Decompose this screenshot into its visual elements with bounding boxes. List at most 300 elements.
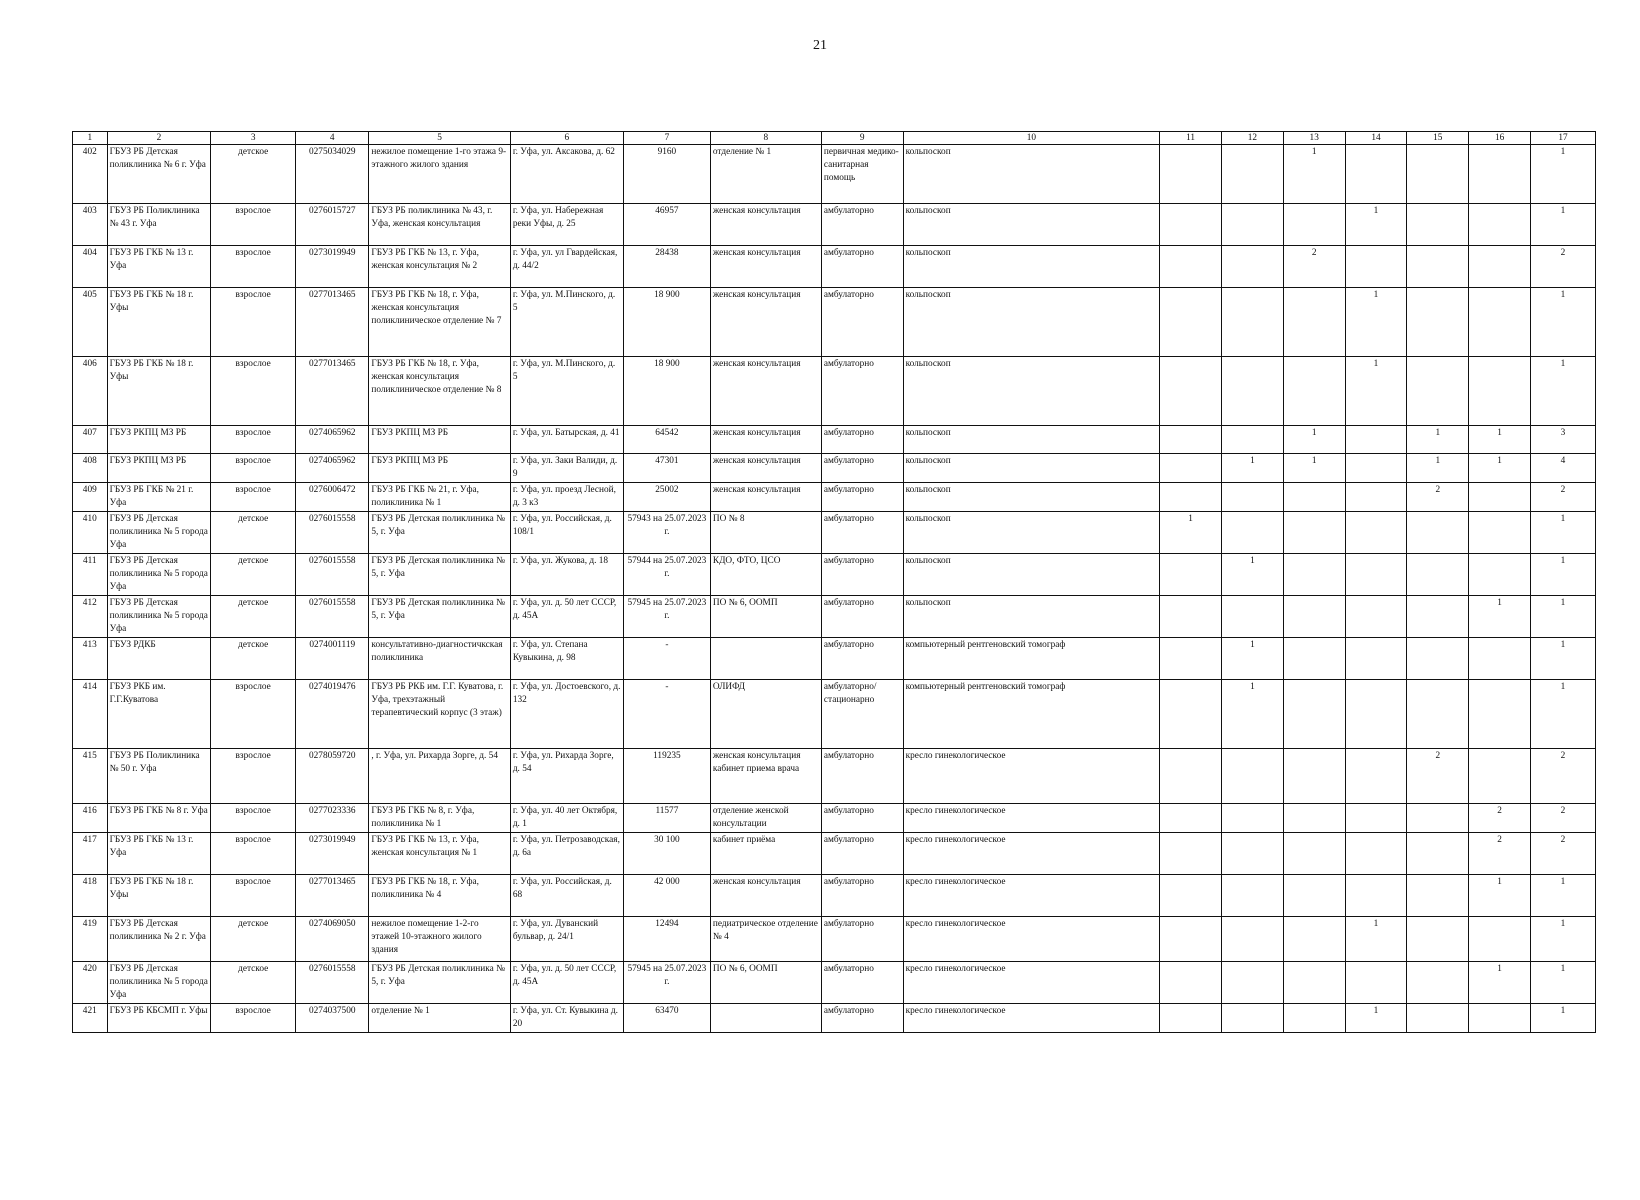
table-cell-col-12	[1222, 875, 1284, 917]
table-cell-col-6: г. Уфа, ул. Рихарда Зорге, д. 54	[510, 749, 623, 804]
table-cell-col-14	[1345, 454, 1407, 483]
table-cell-col-8: ПО № 6, ООМП	[710, 962, 821, 1004]
table-cell-col-8: ОЛИФД	[710, 680, 821, 749]
table-cell-col-9: амбулаторно	[821, 204, 903, 246]
table-cell-col-16	[1469, 483, 1531, 512]
table-cell-col-6: г. Уфа, ул. Жукова, д. 18	[510, 554, 623, 596]
table-cell-col-6: г. Уфа, ул. 40 лет Октября, д. 1	[510, 804, 623, 833]
table-cell-col-17: 2	[1530, 833, 1595, 875]
table-cell-col-11	[1160, 288, 1222, 357]
table-row	[73, 246, 1596, 288]
table-cell-col-7: 47301	[623, 454, 710, 483]
table-row	[73, 804, 1596, 833]
table-cell-col-15	[1407, 554, 1469, 596]
column-header-11: 11	[1160, 132, 1222, 145]
table-cell-col-10: кольпоскоп	[903, 426, 1160, 454]
table-cell-col-2: ГБУЗ РБ Детская поликлиника № 5 города Уфа	[107, 512, 211, 554]
table-row	[73, 875, 1596, 917]
table-cell-col-13	[1283, 204, 1345, 246]
table-cell-col-7: 30 100	[623, 833, 710, 875]
column-header-7: 7	[623, 132, 710, 145]
table-cell-col-8: женская консультация	[710, 426, 821, 454]
table-cell-col-15: 1	[1407, 426, 1469, 454]
table-cell-col-11	[1160, 638, 1222, 680]
table-cell-col-15	[1407, 962, 1469, 1004]
table-cell-col-14: 1	[1345, 288, 1407, 357]
table-cell-col-9: амбулаторно	[821, 426, 903, 454]
table-cell-col-5: ГБУЗ РБ ГКБ № 21, г. Уфа, поликлиника № 1	[369, 483, 510, 512]
table-cell-col-8: педиатрическое отделение № 4	[710, 917, 821, 962]
table-cell-col-1: 403	[73, 204, 108, 246]
table-cell-col-8: кабинет приёма	[710, 833, 821, 875]
table-cell-col-5: консультативно-диагностичкская поликлиника	[369, 638, 510, 680]
table-cell-col-4: 0277023336	[296, 804, 369, 833]
table-row	[73, 596, 1596, 638]
table-cell-col-11	[1160, 1004, 1222, 1033]
table-cell-col-17: 1	[1530, 596, 1595, 638]
table-cell-col-12	[1222, 833, 1284, 875]
table-row	[73, 512, 1596, 554]
table-cell-col-7: 57943 на 25.07.2023 г.	[623, 512, 710, 554]
column-header-13: 13	[1283, 132, 1345, 145]
column-header-8: 8	[710, 132, 821, 145]
table-cell-col-17: 1	[1530, 554, 1595, 596]
table-cell-col-15	[1407, 804, 1469, 833]
table-cell-col-15	[1407, 833, 1469, 875]
table-cell-col-9: амбулаторно	[821, 554, 903, 596]
table-cell-col-8: женская консультация	[710, 246, 821, 288]
table-cell-col-10: кольпоскоп	[903, 288, 1160, 357]
table-cell-col-11	[1160, 596, 1222, 638]
table-cell-col-7: 119235	[623, 749, 710, 804]
table-cell-col-9: амбулаторно	[821, 483, 903, 512]
column-header-9: 9	[821, 132, 903, 145]
table-cell-col-4: 0277013465	[296, 875, 369, 917]
table-cell-col-8: женская консультация	[710, 357, 821, 426]
table-cell-col-6: г. Уфа, ул. Аксакова, д. 62	[510, 145, 623, 204]
table-cell-col-14	[1345, 680, 1407, 749]
table-cell-col-3: детское	[211, 512, 296, 554]
table-cell-col-10: кольпоскоп	[903, 246, 1160, 288]
table-cell-col-14	[1345, 596, 1407, 638]
table-cell-col-5: ГБУЗ РБ ГКБ № 13, г. Уфа, женская консультация № 1	[369, 833, 510, 875]
table-cell-col-1: 421	[73, 1004, 108, 1033]
table-cell-col-3: взрослое	[211, 875, 296, 917]
table-row	[73, 426, 1596, 454]
table-cell-col-10: кольпоскоп	[903, 596, 1160, 638]
table-cell-col-17: 4	[1530, 454, 1595, 483]
table-cell-col-5: ГБУЗ РКПЦ МЗ РБ	[369, 426, 510, 454]
table-cell-col-13	[1283, 833, 1345, 875]
table-row	[73, 749, 1596, 804]
table-cell-col-12	[1222, 246, 1284, 288]
table-cell-col-2: ГБУЗ РБ Детская поликлиника № 5 города Уфа	[107, 596, 211, 638]
table-cell-col-16: 1	[1469, 875, 1531, 917]
table-cell-col-12	[1222, 357, 1284, 426]
table-cell-col-17: 1	[1530, 638, 1595, 680]
table-cell-col-1: 408	[73, 454, 108, 483]
table-cell-col-13	[1283, 962, 1345, 1004]
table-cell-col-9: амбулаторно	[821, 833, 903, 875]
table-cell-col-4: 0275034029	[296, 145, 369, 204]
table-cell-col-13	[1283, 749, 1345, 804]
table-cell-col-7: 18 900	[623, 357, 710, 426]
table-cell-col-13	[1283, 512, 1345, 554]
table-cell-col-10: кольпоскоп	[903, 145, 1160, 204]
table-cell-col-4: 0276015727	[296, 204, 369, 246]
table-cell-col-11	[1160, 833, 1222, 875]
table-cell-col-1: 406	[73, 357, 108, 426]
table-cell-col-14	[1345, 875, 1407, 917]
table-cell-col-4: 0273019949	[296, 833, 369, 875]
table-cell-col-13: 1	[1283, 145, 1345, 204]
table-row	[73, 483, 1596, 512]
table-cell-col-7: 11577	[623, 804, 710, 833]
table-cell-col-15	[1407, 357, 1469, 426]
table-cell-col-7: 42 000	[623, 875, 710, 917]
table-cell-col-8: женская консультация	[710, 288, 821, 357]
table-cell-col-16: 1	[1469, 454, 1531, 483]
table-cell-col-7: 18 900	[623, 288, 710, 357]
table-cell-col-11	[1160, 962, 1222, 1004]
table-cell-col-5: ГБУЗ РБ Детская поликлиника № 5, г. Уфа	[369, 512, 510, 554]
table-cell-col-14: 1	[1345, 917, 1407, 962]
table-cell-col-11: 1	[1160, 512, 1222, 554]
table-cell-col-15	[1407, 680, 1469, 749]
table-cell-col-13	[1283, 917, 1345, 962]
table-cell-col-3: взрослое	[211, 246, 296, 288]
table-cell-col-8	[710, 1004, 821, 1033]
table-cell-col-4: 0276015558	[296, 962, 369, 1004]
table-cell-col-5: ГБУЗ РБ Детская поликлиника № 5, г. Уфа	[369, 554, 510, 596]
table-row	[73, 1004, 1596, 1033]
table-cell-col-4: 0274065962	[296, 454, 369, 483]
table-cell-col-14	[1345, 962, 1407, 1004]
table-cell-col-2: ГБУЗ РБ ГКБ № 18 г. Уфы	[107, 357, 211, 426]
table-cell-col-7: 9160	[623, 145, 710, 204]
table-cell-col-16: 1	[1469, 596, 1531, 638]
table-cell-col-3: взрослое	[211, 204, 296, 246]
column-header-4: 4	[296, 132, 369, 145]
table-cell-col-12: 1	[1222, 680, 1284, 749]
table-cell-col-9: первичная медико-санитарная помощь	[821, 145, 903, 204]
table-cell-col-14: 1	[1345, 1004, 1407, 1033]
table-cell-col-10: кольпоскоп	[903, 554, 1160, 596]
table-cell-col-15	[1407, 145, 1469, 204]
table-cell-col-3: взрослое	[211, 749, 296, 804]
table-cell-col-2: ГБУЗ РБ Детская поликлиника № 5 города Уфа	[107, 962, 211, 1004]
table-cell-col-1: 411	[73, 554, 108, 596]
table-cell-col-8: женская консультация	[710, 483, 821, 512]
table-cell-col-17: 1	[1530, 1004, 1595, 1033]
table-cell-col-2: ГБУЗ РКПЦ МЗ РБ	[107, 454, 211, 483]
table-cell-col-13: 1	[1283, 454, 1345, 483]
table-cell-col-13	[1283, 483, 1345, 512]
table-cell-col-4: 0274019476	[296, 680, 369, 749]
table-cell-col-4: 0276006472	[296, 483, 369, 512]
table-row	[73, 554, 1596, 596]
table-cell-col-17: 2	[1530, 804, 1595, 833]
table-cell-col-6: г. Уфа, ул. М.Пинского, д. 5	[510, 288, 623, 357]
table-cell-col-16: 1	[1469, 962, 1531, 1004]
table-cell-col-15	[1407, 638, 1469, 680]
table-cell-col-16	[1469, 246, 1531, 288]
table-cell-col-10: кольпоскоп	[903, 357, 1160, 426]
column-header-5: 5	[369, 132, 510, 145]
table-cell-col-16	[1469, 1004, 1531, 1033]
table-row	[73, 680, 1596, 749]
table-body	[73, 145, 1596, 1033]
table-row	[73, 638, 1596, 680]
table-cell-col-3: взрослое	[211, 454, 296, 483]
table-cell-col-15: 1	[1407, 454, 1469, 483]
table-cell-col-14	[1345, 638, 1407, 680]
page-number: 21	[813, 38, 827, 53]
table-cell-col-17: 1	[1530, 145, 1595, 204]
table-cell-col-14: 1	[1345, 357, 1407, 426]
column-header-15: 15	[1407, 132, 1469, 145]
table-cell-col-9: амбулаторно	[821, 875, 903, 917]
table-cell-col-15	[1407, 246, 1469, 288]
table-cell-col-12	[1222, 204, 1284, 246]
table-cell-col-16	[1469, 145, 1531, 204]
table-cell-col-8: женская консультация	[710, 454, 821, 483]
table-cell-col-3: взрослое	[211, 1004, 296, 1033]
table-cell-col-7: -	[623, 638, 710, 680]
table-cell-col-7: 63470	[623, 1004, 710, 1033]
table-cell-col-15	[1407, 596, 1469, 638]
table-row	[73, 833, 1596, 875]
table-cell-col-17: 1	[1530, 962, 1595, 1004]
table-cell-col-8: ПО № 6, ООМП	[710, 596, 821, 638]
table-cell-col-13	[1283, 680, 1345, 749]
table-header-row	[73, 132, 1596, 145]
table-row	[73, 288, 1596, 357]
table-cell-col-7: 57945 на 25.07.2023 г.	[623, 596, 710, 638]
table-cell-col-6: г. Уфа, ул. Российская, д. 68	[510, 875, 623, 917]
table-cell-col-12	[1222, 288, 1284, 357]
table-cell-col-2: ГБУЗ РКПЦ МЗ РБ	[107, 426, 211, 454]
table-cell-col-1: 409	[73, 483, 108, 512]
table-cell-col-1: 404	[73, 246, 108, 288]
table-cell-col-11	[1160, 680, 1222, 749]
table-cell-col-1: 414	[73, 680, 108, 749]
table-cell-col-1: 410	[73, 512, 108, 554]
column-header-17: 17	[1530, 132, 1595, 145]
table-cell-col-17: 1	[1530, 288, 1595, 357]
table-cell-col-1: 419	[73, 917, 108, 962]
table-cell-col-16	[1469, 680, 1531, 749]
table-cell-col-13	[1283, 804, 1345, 833]
table-cell-col-6: г. Уфа, ул. ул Гвардейская, д. 44/2	[510, 246, 623, 288]
table-cell-col-10: кресло гинекологическое	[903, 962, 1160, 1004]
table-cell-col-10: кресло гинекологическое	[903, 1004, 1160, 1033]
table-cell-col-1: 412	[73, 596, 108, 638]
table-cell-col-4: 0276015558	[296, 554, 369, 596]
table-cell-col-11	[1160, 145, 1222, 204]
table-cell-col-11	[1160, 804, 1222, 833]
column-header-10: 10	[903, 132, 1160, 145]
table-cell-col-5: нежилое помещение 1-го этажа 9-этажного жилого здания	[369, 145, 510, 204]
table-cell-col-3: взрослое	[211, 483, 296, 512]
table-cell-col-2: ГБУЗ РКБ им. Г.Г.Куватова	[107, 680, 211, 749]
table-cell-col-7: 25002	[623, 483, 710, 512]
table-cell-col-9: амбулаторно	[821, 512, 903, 554]
table-cell-col-11	[1160, 875, 1222, 917]
table-cell-col-17: 1	[1530, 204, 1595, 246]
table-cell-col-1: 413	[73, 638, 108, 680]
table-cell-col-15: 2	[1407, 483, 1469, 512]
table-cell-col-14	[1345, 804, 1407, 833]
column-header-16: 16	[1469, 132, 1531, 145]
table-cell-col-2: ГБУЗ РБ ГКБ № 18 г. Уфы	[107, 288, 211, 357]
table-row	[73, 454, 1596, 483]
table-cell-col-9: амбулаторно	[821, 288, 903, 357]
table-cell-col-2: ГБУЗ РБ ГКБ № 8 г. Уфа	[107, 804, 211, 833]
table-row	[73, 357, 1596, 426]
table-cell-col-3: взрослое	[211, 680, 296, 749]
table-cell-col-9: амбулаторно	[821, 917, 903, 962]
table-cell-col-9: амбулаторно	[821, 962, 903, 1004]
table-cell-col-2: ГБУЗ РБ ГКБ № 13 г. Уфа	[107, 833, 211, 875]
table-cell-col-15: 2	[1407, 749, 1469, 804]
table-cell-col-7: 46957	[623, 204, 710, 246]
table-cell-col-1: 416	[73, 804, 108, 833]
table-cell-col-2: ГБУЗ РБ ГКБ № 13 г. Уфа	[107, 246, 211, 288]
table-cell-col-3: детское	[211, 917, 296, 962]
table-cell-col-17: 2	[1530, 246, 1595, 288]
table-cell-col-11	[1160, 426, 1222, 454]
table-cell-col-14	[1345, 145, 1407, 204]
table-cell-col-6: г. Уфа, ул. Российская, д. 108/1	[510, 512, 623, 554]
table-cell-col-12: 1	[1222, 554, 1284, 596]
column-header-2: 2	[107, 132, 211, 145]
table-cell-col-6: г. Уфа, ул. М.Пинского, д. 5	[510, 357, 623, 426]
table-cell-col-9: амбулаторно	[821, 804, 903, 833]
table-cell-col-12	[1222, 596, 1284, 638]
table-cell-col-14	[1345, 426, 1407, 454]
table-cell-col-10: кресло гинекологическое	[903, 804, 1160, 833]
table-cell-col-16: 1	[1469, 426, 1531, 454]
table-cell-col-2: ГБУЗ РБ Поликлиника № 50 г. Уфа	[107, 749, 211, 804]
table-cell-col-6: г. Уфа, ул. Достоевского, д. 132	[510, 680, 623, 749]
table-cell-col-13	[1283, 1004, 1345, 1033]
table-cell-col-2: ГБУЗ РБ Детская поликлиника № 2 г. Уфа	[107, 917, 211, 962]
table-cell-col-7: 64542	[623, 426, 710, 454]
table-cell-col-9: амбулаторно	[821, 749, 903, 804]
table-cell-col-8: женская консультация	[710, 875, 821, 917]
table-cell-col-10: компьютерный рентгеновский томограф	[903, 680, 1160, 749]
table-cell-col-5: ГБУЗ РБ ГКБ № 8, г. Уфа, поликлиника № 1	[369, 804, 510, 833]
table-cell-col-12	[1222, 1004, 1284, 1033]
table-cell-col-9: амбулаторно	[821, 454, 903, 483]
table-cell-col-1: 417	[73, 833, 108, 875]
table-cell-col-10: кольпоскоп	[903, 483, 1160, 512]
table-cell-col-7: -	[623, 680, 710, 749]
table-cell-col-7: 12494	[623, 917, 710, 962]
table-cell-col-3: детское	[211, 145, 296, 204]
table-cell-col-12	[1222, 917, 1284, 962]
table-cell-col-14	[1345, 554, 1407, 596]
table-cell-col-3: детское	[211, 638, 296, 680]
column-header-14: 14	[1345, 132, 1407, 145]
table-cell-col-7: 57945 на 25.07.2023 г.	[623, 962, 710, 1004]
table-cell-col-2: ГБУЗ РБ ГКБ № 18 г. Уфы	[107, 875, 211, 917]
table-cell-col-8: отделение женской консультации	[710, 804, 821, 833]
table-cell-col-11	[1160, 749, 1222, 804]
table-cell-col-8: ПО № 8	[710, 512, 821, 554]
table-cell-col-13	[1283, 357, 1345, 426]
table-cell-col-13	[1283, 638, 1345, 680]
table-row	[73, 204, 1596, 246]
table-cell-col-12	[1222, 483, 1284, 512]
table-cell-col-17: 1	[1530, 357, 1595, 426]
table-cell-col-10: кольпоскоп	[903, 454, 1160, 483]
table-cell-col-6: г. Уфа, ул. Ст. Кувыкина д. 20	[510, 1004, 623, 1033]
table-cell-col-16	[1469, 749, 1531, 804]
table-cell-col-4: 0274037500	[296, 1004, 369, 1033]
table-cell-col-4: 0277013465	[296, 288, 369, 357]
table-cell-col-5: ГБУЗ РБ ГКБ № 18, г. Уфа, женская консультация поликлиническое отделение № 8	[369, 357, 510, 426]
table-cell-col-17: 1	[1530, 917, 1595, 962]
table-cell-col-6: г. Уфа, ул. д. 50 лет СССР, д. 45А	[510, 962, 623, 1004]
table-cell-col-3: взрослое	[211, 426, 296, 454]
table-cell-col-12	[1222, 962, 1284, 1004]
table-cell-col-4: 0276015558	[296, 512, 369, 554]
table-cell-col-13	[1283, 554, 1345, 596]
table-cell-col-2: ГБУЗ РБ ГКБ № 21 г. Уфа	[107, 483, 211, 512]
table-cell-col-5: ГБУЗ РБ РКБ им. Г.Г. Куватова, г. Уфа, трехэтажный терапевтический корпус (3 этаж)	[369, 680, 510, 749]
table-cell-col-12: 1	[1222, 454, 1284, 483]
column-header-6: 6	[510, 132, 623, 145]
table-cell-col-3: детское	[211, 962, 296, 1004]
table-cell-col-8: отделение № 1	[710, 145, 821, 204]
table-cell-col-5: ГБУЗ РБ ГКБ № 18, г. Уфа, поликлиника № 4	[369, 875, 510, 917]
table-cell-col-3: детское	[211, 596, 296, 638]
table-cell-col-13	[1283, 875, 1345, 917]
table-cell-col-7: 28438	[623, 246, 710, 288]
table-cell-col-15	[1407, 875, 1469, 917]
table-cell-col-6: г. Уфа, ул. проезд Лесной, д. 3 к3	[510, 483, 623, 512]
table-cell-col-1: 405	[73, 288, 108, 357]
table-cell-col-17: 1	[1530, 875, 1595, 917]
table-cell-col-5: отделение № 1	[369, 1004, 510, 1033]
table-cell-col-16: 2	[1469, 804, 1531, 833]
table-cell-col-16	[1469, 638, 1531, 680]
table-cell-col-13	[1283, 596, 1345, 638]
table-cell-col-5: ГБУЗ РБ Детская поликлиника № 5, г. Уфа	[369, 596, 510, 638]
table-cell-col-10: кресло гинекологическое	[903, 917, 1160, 962]
table-cell-col-1: 407	[73, 426, 108, 454]
table-cell-col-13: 2	[1283, 246, 1345, 288]
table-cell-col-1: 415	[73, 749, 108, 804]
table-cell-col-17: 2	[1530, 749, 1595, 804]
table-cell-col-9: амбулаторно	[821, 357, 903, 426]
table-cell-col-12	[1222, 145, 1284, 204]
table-row	[73, 145, 1596, 204]
table-cell-col-12	[1222, 804, 1284, 833]
table-cell-col-5: , г. Уфа, ул. Рихарда Зорге, д. 54	[369, 749, 510, 804]
table-cell-col-3: взрослое	[211, 833, 296, 875]
table-cell-col-13: 1	[1283, 426, 1345, 454]
table-cell-col-6: г. Уфа, ул. Степана Кувыкина, д. 98	[510, 638, 623, 680]
table-cell-col-7: 57944 на 25.07.2023 г.	[623, 554, 710, 596]
table-cell-col-2: ГБУЗ РБ Поликлиника № 43 г. Уфа	[107, 204, 211, 246]
table-cell-col-9: амбулаторно	[821, 638, 903, 680]
table-cell-col-9: амбулаторно	[821, 596, 903, 638]
table-cell-col-17: 1	[1530, 512, 1595, 554]
table-cell-col-6: г. Уфа, ул. Батырская, д. 41	[510, 426, 623, 454]
